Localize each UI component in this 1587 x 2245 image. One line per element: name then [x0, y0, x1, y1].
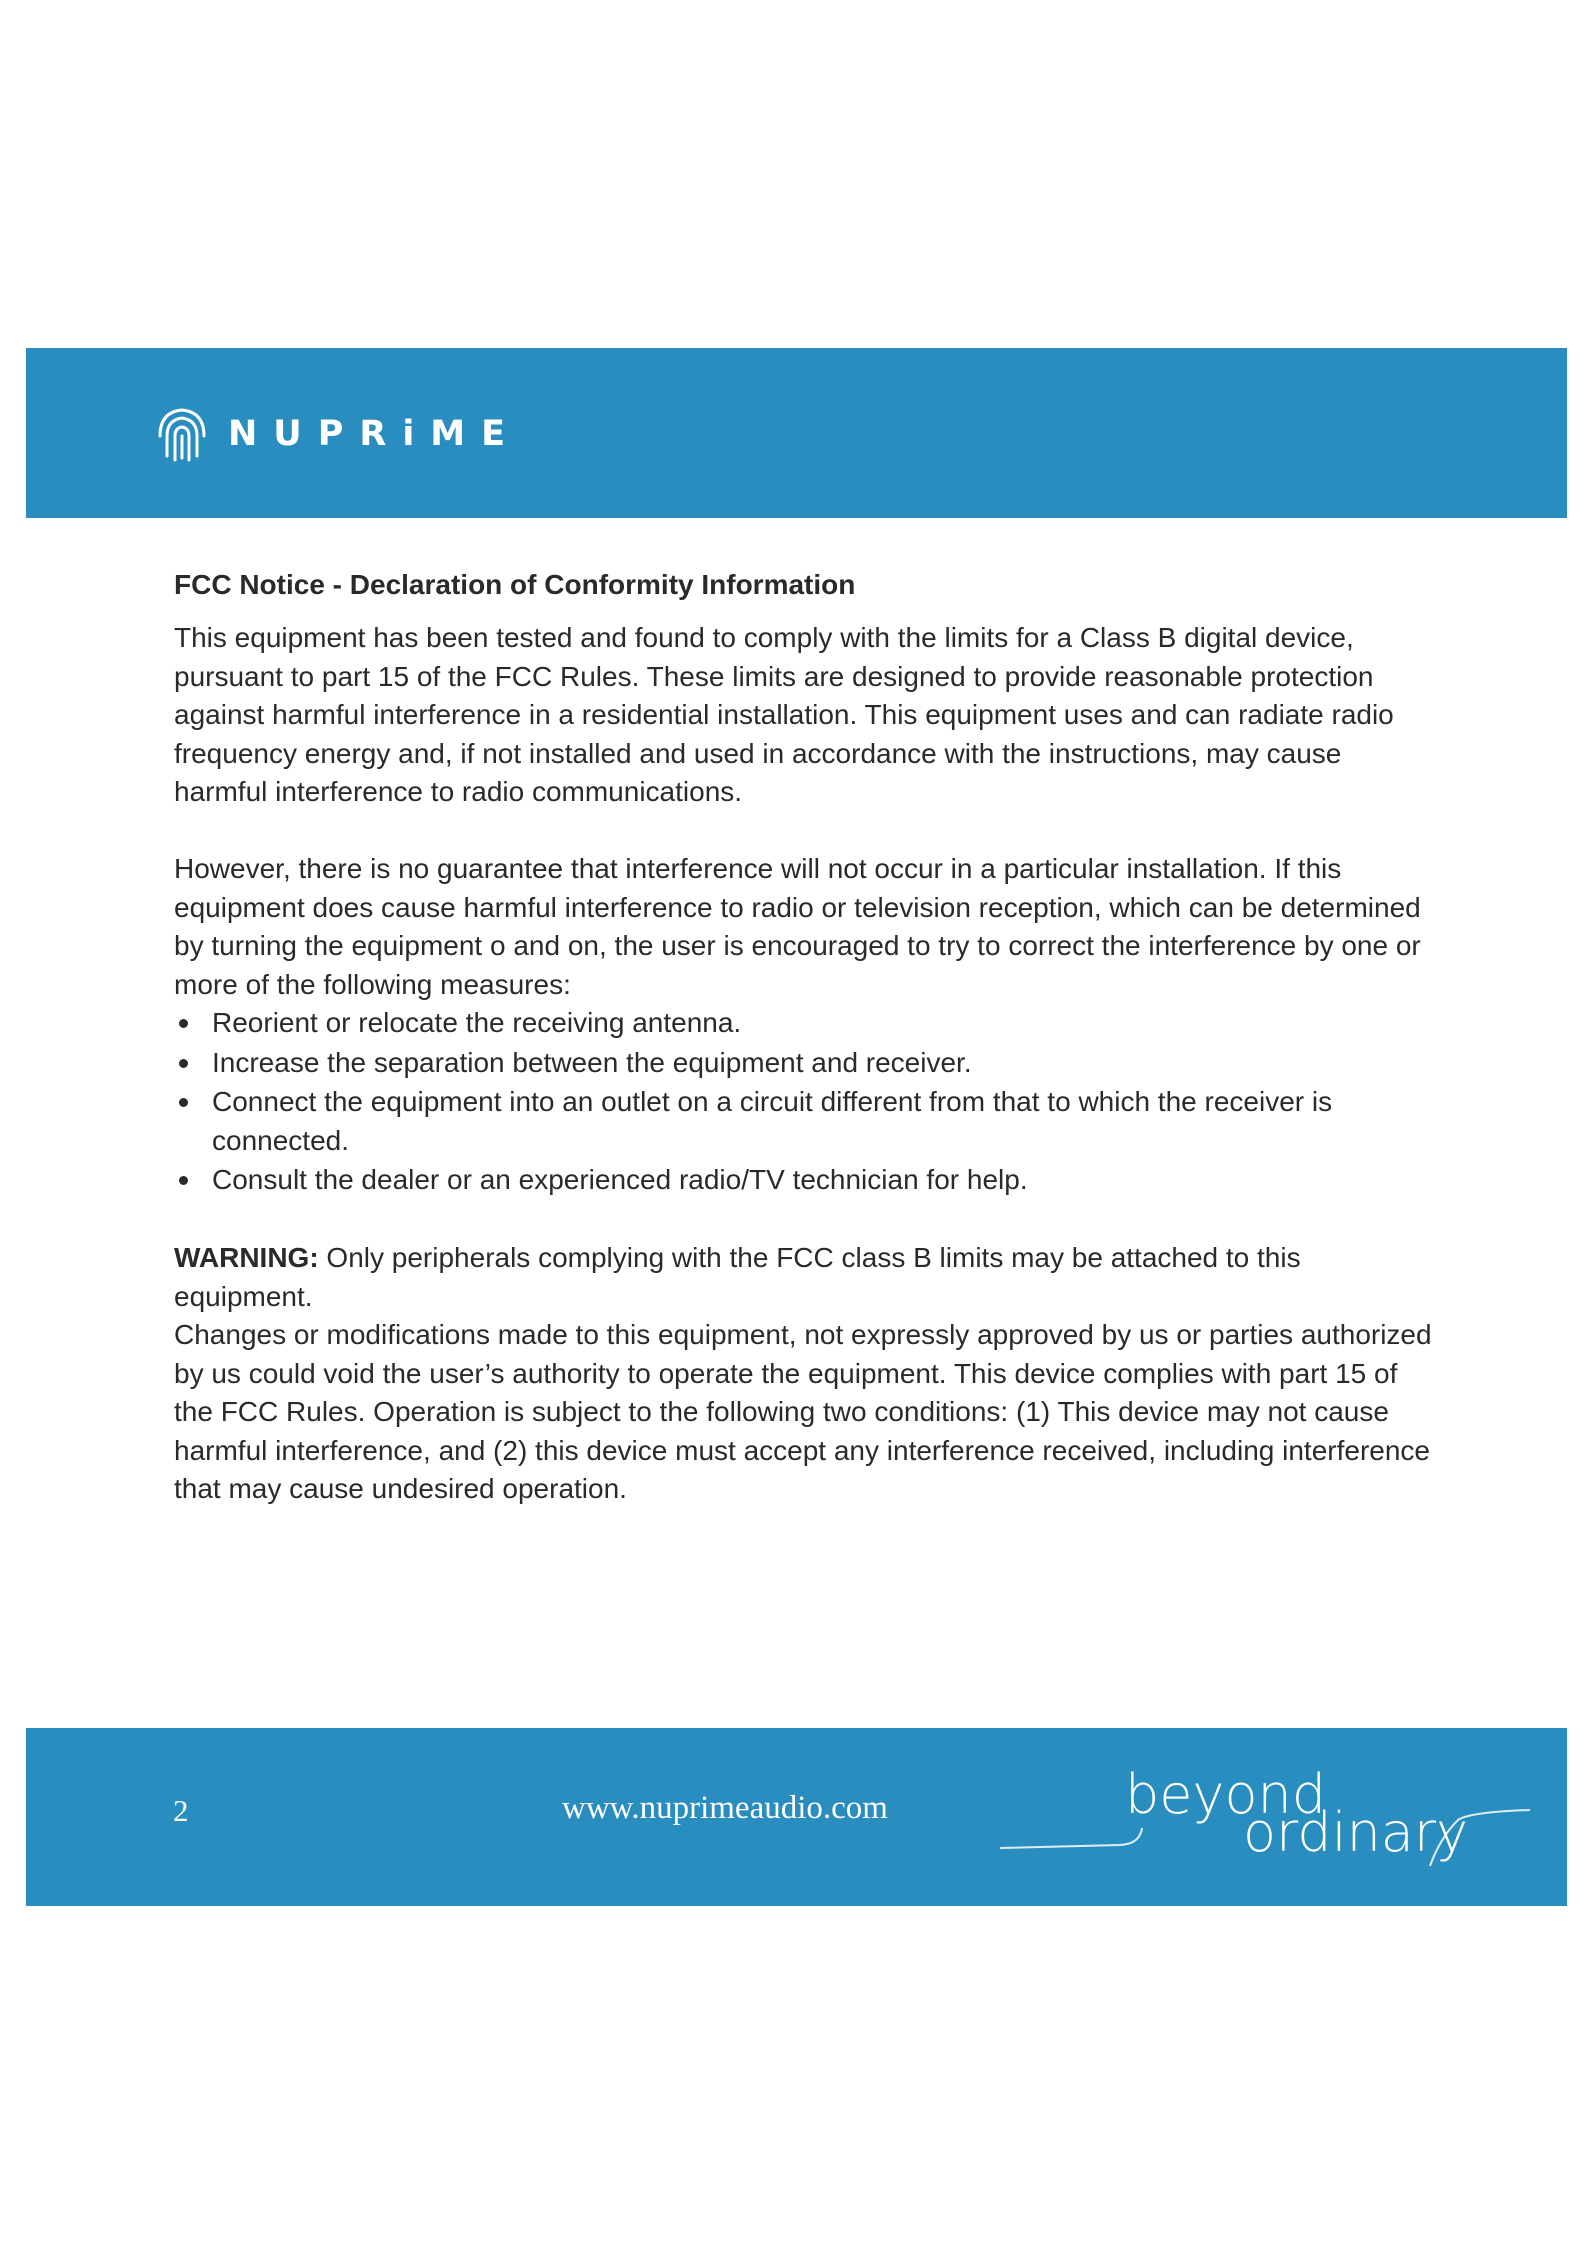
- document-body: [174, 566, 1434, 1509]
- bullet-icon: [179, 1098, 188, 1107]
- paragraph-compliance: This equipment has been tested and found to comply with the limits for a Class B digital device, pursuant to part 15 of the FCC Rules. These limits are designed to provide reasonable protection against harmful interference in a residential installation. This equipment uses and can radiate radio frequency energy and, if not installed and used in accordance with the instructions, may cause harmful interference to radio communications.: [174, 622, 1394, 807]
- list-item-text: Connect the equipment into an outlet on a circuit different from that to which the receiver is connected.: [212, 1086, 1333, 1156]
- list-item-text: Reorient or relocate the receiving antenna.: [212, 1007, 742, 1038]
- list-item-text: Consult the dealer or an experienced radio/TV technician for help.: [212, 1164, 1028, 1195]
- page-title: FCC Notice - Declaration of Conformity Information: [174, 569, 856, 600]
- paragraph-modifications: Changes or modifications made to this equipment, not expressly approved by us or parties authorized by us could void the user’s authority to operate the equipment. This device complies with part 15 of the FCC Rules. Operation is subject to the following two conditions: (1) This device may not cause harmful interference, and (2) this device must accept any interference received, including interference that may cause undesired operation.: [174, 1319, 1432, 1504]
- paragraph-interference: However, there is no guarantee that interference will not occur in a particular installation. If this equipment does cause harmful interference to radio or television reception, which can be determined by turning the equipment o and on, the user is encouraged to try to correct the interference by one or more of the following measures:: [174, 853, 1421, 1000]
- list-item: [174, 1004, 1434, 1043]
- measures-list: [174, 1004, 1434, 1200]
- list-item-text: Increase the separation between the equipment and receiver.: [212, 1046, 972, 1078]
- slogan-line-1: beyond: [1125, 1763, 1326, 1826]
- list-item: [174, 1044, 1434, 1083]
- list-item: [174, 1083, 1434, 1160]
- spacer: [174, 1201, 1434, 1240]
- bullet-icon: [179, 1176, 188, 1185]
- page-number: 2: [173, 1793, 189, 1828]
- warning-text: Only peripherals complying with the FCC class B limits may be attached to this equipment.: [174, 1242, 1301, 1312]
- website-link[interactable]: www.nuprimeaudio.com: [562, 1790, 888, 1826]
- paragraph-warning: [174, 1239, 1434, 1316]
- spacer: [174, 812, 1434, 851]
- header-band: [26, 348, 1567, 518]
- brand-logo: [156, 404, 521, 464]
- list-item: [174, 1161, 1434, 1200]
- slogan-logo: [970, 1748, 1560, 1898]
- bullet-icon: [179, 1019, 188, 1028]
- brand-name: NUPRiME: [228, 413, 522, 454]
- bullet-icon: [179, 1059, 188, 1068]
- footer-band: [26, 1728, 1567, 1906]
- warning-label: WARNING:: [174, 1242, 319, 1273]
- nuprime-logo-icon: [156, 406, 208, 462]
- slogan-line-2: ordinary: [1243, 1801, 1469, 1864]
